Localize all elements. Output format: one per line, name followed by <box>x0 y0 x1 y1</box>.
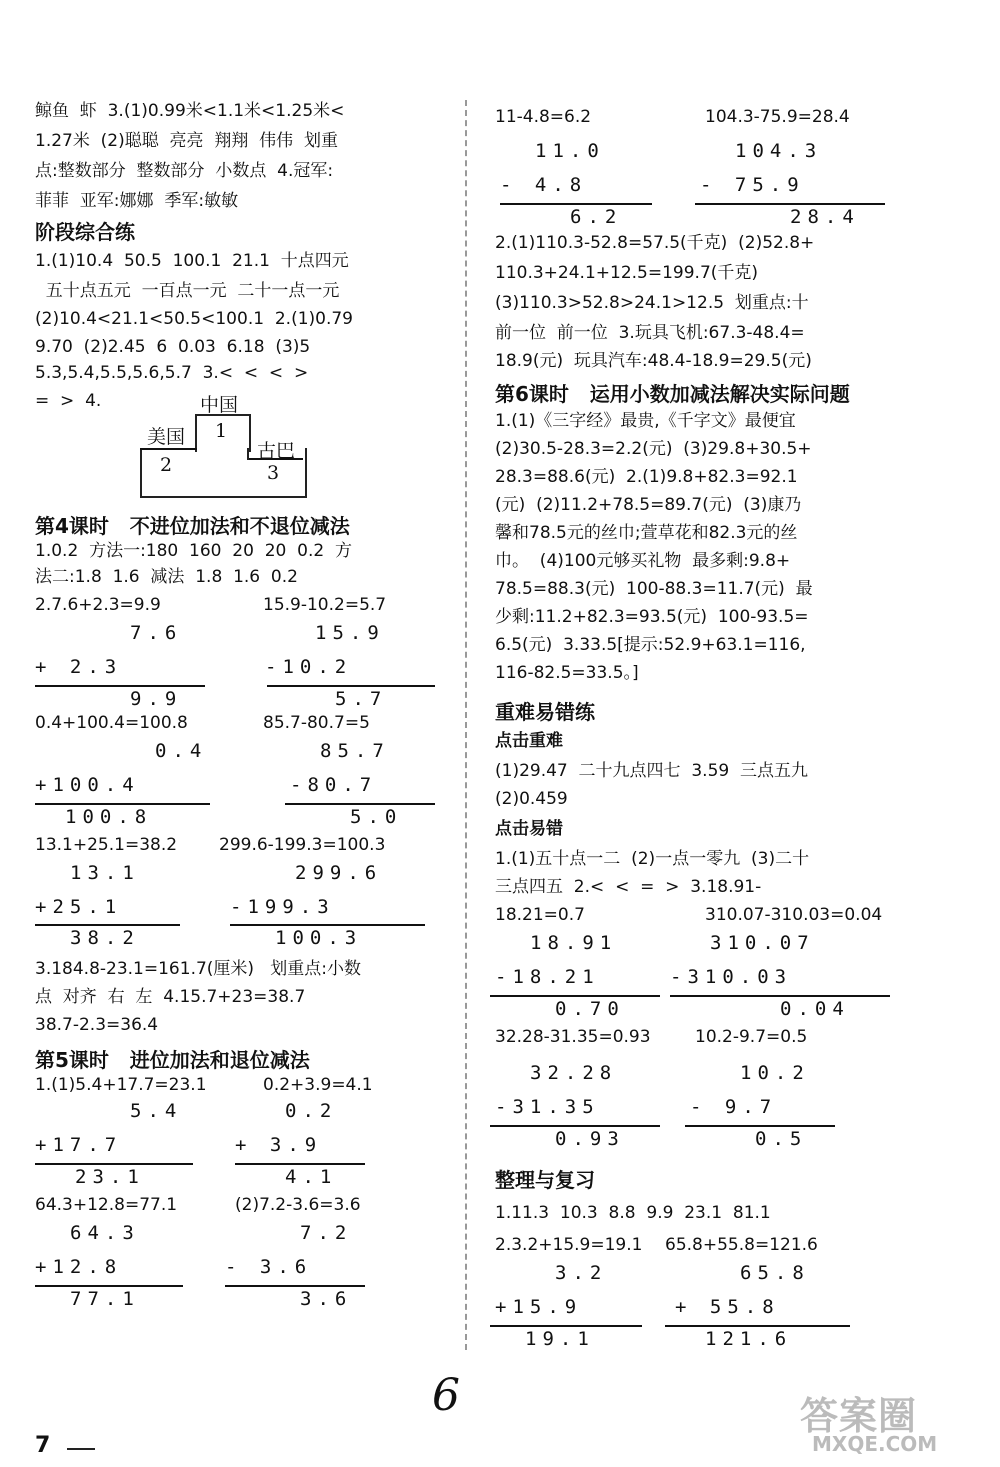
text-line: (元) (2)11.2+78.5=89.7(元) (3)康乃 <box>495 495 802 515</box>
vertical-rule <box>35 803 210 805</box>
equation: 299.6-199.3=100.3 <box>219 835 386 855</box>
section-heading: 重难易错练 <box>495 700 595 724</box>
vertical-rule <box>685 1125 835 1127</box>
equation: 85.7-80.7=5 <box>263 713 370 733</box>
page-number-dash <box>67 1448 95 1450</box>
vertical-result: 6.2 <box>570 206 623 228</box>
vertical-operand: 13.1 <box>70 862 140 884</box>
equation: 104.3-75.9=28.4 <box>705 107 850 127</box>
vertical-rule <box>230 924 425 926</box>
text-line: (2)30.5-28.3=2.2(元) (3)29.8+30.5+ <box>495 439 812 459</box>
subheading: 点击易错 <box>495 819 563 839</box>
text-line: 28.3=88.6(元) 2.(1)9.8+82.3=92.1 <box>495 467 798 487</box>
section-heading: 第4课时 不进位加法和不退位减法 <box>35 514 350 538</box>
vertical-operand: 64.3 <box>70 1222 140 1244</box>
equation: 18.21=0.7 <box>495 905 585 925</box>
text-line: 18.9(元) 玩具汽车:48.4-18.9=29.5(元) <box>495 351 812 371</box>
text-line: 点:整数部分 整数部分 小数点 4.冠军: <box>35 161 334 181</box>
vertical-rule <box>35 1285 183 1287</box>
vertical-operand: -31.35 <box>495 1096 600 1118</box>
equation: 0.2+3.9=4.1 <box>263 1075 373 1095</box>
vertical-operand: 11.0 <box>535 140 605 162</box>
vertical-operand: -18.21 <box>495 966 600 988</box>
text-line: (2)10.4<21.1<50.5<100.1 2.(1)0.79 <box>35 309 353 329</box>
subheading: 点击重难 <box>495 731 563 751</box>
vertical-operand: 3.2 <box>555 1262 608 1284</box>
vertical-rule <box>267 685 435 687</box>
text-line: 3.184.8-23.1=161.7(厘米) 划重点:小数 <box>35 959 361 979</box>
equation: 2.3.2+15.9=19.1 <box>495 1235 643 1255</box>
podium-third: 3 <box>267 462 280 484</box>
vertical-operand: 32.28 <box>530 1062 618 1084</box>
vertical-result: 100.3 <box>275 927 363 949</box>
vertical-rule <box>490 1125 660 1127</box>
text-line: (2)0.459 <box>495 789 568 809</box>
vertical-operand: - 9.7 <box>690 1096 778 1118</box>
vertical-operand: 104.3 <box>735 140 823 162</box>
vertical-result: 3.6 <box>300 1288 353 1310</box>
podium-label-cuba: 古巴 <box>257 440 296 462</box>
equation: 1.(1)5.4+17.7=23.1 <box>35 1075 207 1095</box>
equation: 32.28-31.35=0.93 <box>495 1027 651 1047</box>
text-line: 1.11.3 10.3 8.8 9.9 23.1 81.1 <box>495 1203 771 1223</box>
vertical-operand: +25.1 <box>35 896 123 918</box>
watermark-logo: 答案圈 <box>800 1394 918 1438</box>
text-line: 三点四五 2.< < = > 3.18.91- <box>495 877 762 897</box>
podium-line <box>247 448 249 460</box>
vertical-operand: +15.9 <box>495 1296 583 1318</box>
text-line: 5.3,5.4,5.5,5.6,5.7 3.< < < > <box>35 363 309 383</box>
vertical-rule <box>225 1285 365 1287</box>
vertical-operand: +100.4 <box>35 774 140 796</box>
vertical-rule <box>35 685 205 687</box>
vertical-result: 0.04 <box>780 998 850 1020</box>
page-number: 7 <box>35 1433 51 1458</box>
vertical-operand: + 55.8 <box>675 1296 780 1318</box>
vertical-rule <box>490 995 660 997</box>
vertical-operand: 10.2 <box>740 1062 810 1084</box>
vertical-operand: + 3.9 <box>235 1134 323 1156</box>
text-line: 菲菲 亚军:娜娜 季军:敏敏 <box>35 191 239 211</box>
vertical-rule <box>665 1325 850 1327</box>
vertical-result: 5.7 <box>335 688 388 710</box>
vertical-operand: 5.4 <box>130 1100 183 1122</box>
text-line: 1.(1)《三字经》最贵,《千字文》最便宜 <box>495 411 796 431</box>
vertical-rule <box>35 1163 193 1165</box>
section-heading: 第6课时 运用小数加减法解决实际问题 <box>495 382 850 406</box>
vertical-rule <box>285 803 435 805</box>
text-line: = > 4. <box>35 391 102 411</box>
vertical-rule <box>490 1325 642 1327</box>
text-line: 1.27米 (2)聪聪 亮亮 翔翔 伟伟 划重 <box>35 131 338 151</box>
vertical-rule <box>35 924 180 926</box>
vertical-result: 19.1 <box>525 1328 595 1350</box>
vertical-operand: 85.7 <box>320 740 390 762</box>
equation: 65.8+55.8=121.6 <box>665 1235 818 1255</box>
text-line: 少剩:11.2+82.3=93.5(元) 100-93.5= <box>495 607 809 627</box>
equation: 64.3+12.8=77.1 <box>35 1195 178 1215</box>
vertical-operand: +17.7 <box>35 1134 123 1156</box>
text-line: 9.70 (2)2.45 6 0.03 6.18 (3)5 <box>35 337 311 357</box>
vertical-operand: 0.2 <box>285 1100 338 1122</box>
vertical-operand: 15.9 <box>315 622 385 644</box>
vertical-operand: - 4.8 <box>500 174 588 196</box>
vertical-result: 77.1 <box>70 1288 140 1310</box>
vertical-operand: 310.07 <box>710 932 815 954</box>
vertical-operand: -80.7 <box>290 774 378 796</box>
equation: 13.1+25.1=38.2 <box>35 835 178 855</box>
vertical-operand: - 3.6 <box>225 1256 313 1278</box>
vertical-operand: 299.6 <box>295 862 383 884</box>
vertical-rule <box>235 1163 365 1165</box>
text-line: 馨和78.5元的丝巾;萱草花和82.3元的丝 <box>495 523 798 543</box>
equation: (2)7.2-3.6=3.6 <box>235 1195 361 1215</box>
vertical-operand: -310.03 <box>670 966 793 988</box>
text-line: 巾。 (4)100元够买礼物 最多剩:9.8+ <box>495 551 791 571</box>
watermark-url: MXQE.COM <box>812 1432 938 1456</box>
text-line: 78.5=88.3(元) 100-88.3=11.7(元) 最 <box>495 579 813 599</box>
section-heading: 整理与复习 <box>495 1168 595 1192</box>
text-line: 116-82.5=33.5。] <box>495 663 639 683</box>
vertical-rule <box>500 203 652 205</box>
vertical-result: 4.1 <box>285 1166 338 1188</box>
text-line: 法二:1.8 1.6 减法 1.8 1.6 0.2 <box>35 567 298 587</box>
text-line: 鲸鱼 虾 3.(1)0.99米<1.1米<1.25米< <box>35 101 345 121</box>
text-line: 2.(1)110.3-52.8=57.5(千克) (2)52.8+ <box>495 233 815 253</box>
handwritten-mark: 6 <box>432 1370 460 1421</box>
vertical-operand: 18.91 <box>530 932 618 954</box>
vertical-rule <box>695 203 885 205</box>
text-line: 1.0.2 方法一:180 160 20 20 0.2 方 <box>35 541 353 561</box>
vertical-operand: 7.2 <box>300 1222 353 1244</box>
vertical-result: 5.0 <box>350 806 403 828</box>
equation: 2.7.6+2.3=9.9 <box>35 595 161 615</box>
vertical-rule <box>670 995 890 997</box>
vertical-operand: 0.4 <box>155 740 208 762</box>
text-line: (1)29.47 二十九点四七 3.59 三点五九 <box>495 761 809 781</box>
podium-first: 1 <box>215 420 228 442</box>
section-heading: 阶段综合练 <box>35 220 135 244</box>
equation: 10.2-9.7=0.5 <box>695 1027 808 1047</box>
vertical-result: 9.9 <box>130 688 183 710</box>
vertical-result: 0.93 <box>555 1128 625 1150</box>
podium-second: 2 <box>160 454 173 476</box>
vertical-operand: -199.3 <box>230 896 335 918</box>
vertical-operand: -10.2 <box>265 656 353 678</box>
podium-line <box>140 448 197 450</box>
vertical-operand: +12.8 <box>35 1256 123 1278</box>
text-line: 6.5(元) 3.33.5[提示:52.9+63.1=116, <box>495 635 806 655</box>
equation: 15.9-10.2=5.7 <box>263 595 387 615</box>
vertical-operand: 7.6 <box>130 622 183 644</box>
text-line: 38.7-2.3=36.4 <box>35 1015 159 1035</box>
vertical-operand: 65.8 <box>740 1262 810 1284</box>
vertical-result: 38.2 <box>70 927 140 949</box>
equation: 0.4+100.4=100.8 <box>35 713 188 733</box>
text-line: (3)110.3>52.8>24.1>12.5 划重点:十 <box>495 293 809 313</box>
text-line: 1.(1)五十点一二 (2)一点一零九 (3)二十 <box>495 849 810 869</box>
podium-label-china: 中国 <box>200 394 239 416</box>
text-line: 五十点五元 一百点一元 二十一点一元 <box>35 281 340 301</box>
podium-label-usa: 美国 <box>147 426 186 448</box>
vertical-result: 23.1 <box>75 1166 145 1188</box>
text-line: 前一位 前一位 3.玩具飞机:67.3-48.4= <box>495 323 805 343</box>
equation: 310.07-310.03=0.04 <box>705 905 883 925</box>
vertical-operand: + 2.3 <box>35 656 123 678</box>
vertical-result: 28.4 <box>790 206 860 228</box>
vertical-result: 0.70 <box>555 998 625 1020</box>
vertical-result: 121.6 <box>705 1328 793 1350</box>
equation: 11-4.8=6.2 <box>495 107 592 127</box>
column-divider <box>465 100 467 1350</box>
vertical-result: 100.8 <box>65 806 153 828</box>
text-line: 110.3+24.1+12.5=199.7(千克) <box>495 263 759 283</box>
vertical-result: 0.5 <box>755 1128 808 1150</box>
vertical-operand: - 75.9 <box>700 174 805 196</box>
text-line: 1.(1)10.4 50.5 100.1 21.1 十点四元 <box>35 251 349 271</box>
section-heading: 第5课时 进位加法和退位减法 <box>35 1048 310 1072</box>
text-line: 点 对齐 右 左 4.15.7+23=38.7 <box>35 987 306 1007</box>
